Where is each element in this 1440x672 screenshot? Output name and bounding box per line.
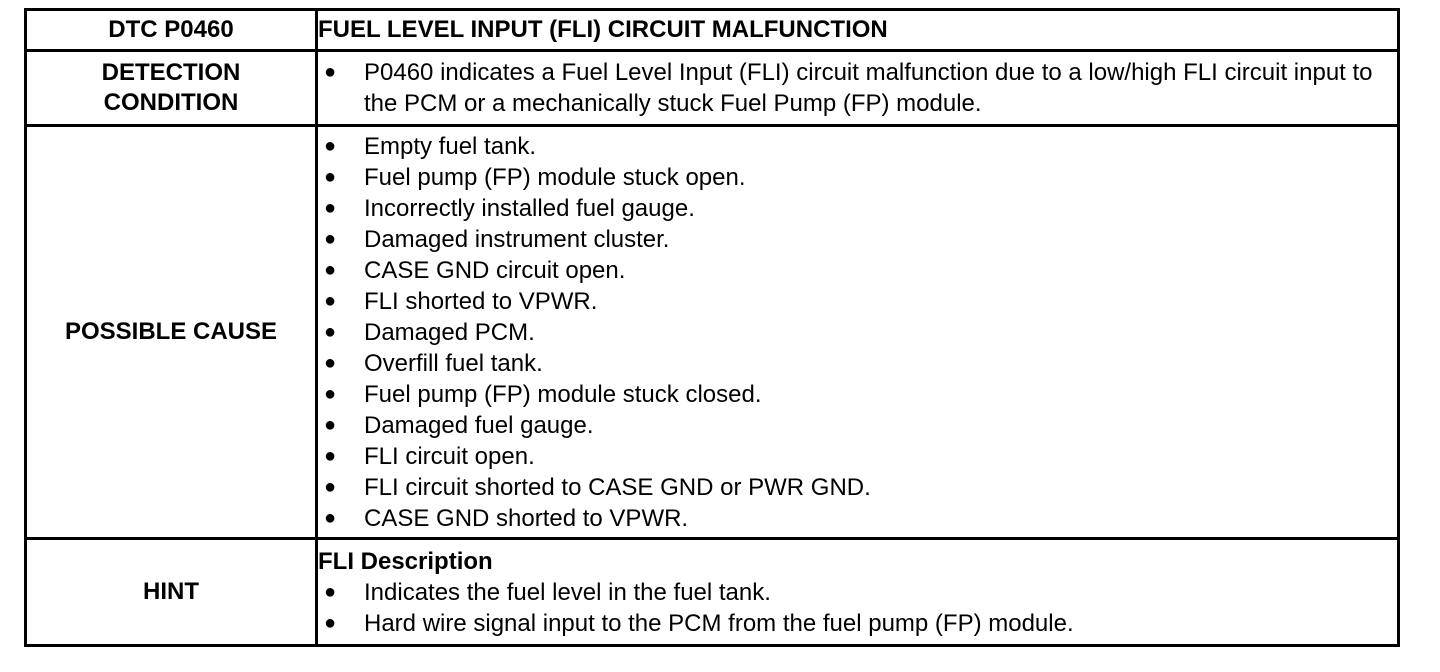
- bullet-icon: ●: [324, 351, 337, 374]
- bullet-icon: ●: [324, 61, 337, 83]
- list-item: [318, 286, 1397, 317]
- cause-text: FLI circuit shorted to CASE GND or PWR GND.: [364, 473, 871, 501]
- hint-text: Hard wire signal input to the PCM from the fuel pump (FP) module.: [364, 609, 1074, 637]
- list-item: [318, 224, 1397, 255]
- possible-cause-row: [26, 126, 1399, 539]
- cause-text: Empty fuel tank.: [364, 132, 537, 160]
- bullet-icon: ●: [324, 506, 337, 529]
- possible-cause-label: POSSIBLE CAUSE: [26, 126, 317, 539]
- bullet-icon: ●: [324, 413, 337, 436]
- list-item: [318, 410, 1397, 441]
- cause-text: FLI shorted to VPWR.: [364, 287, 598, 315]
- cause-text: Damaged instrument cluster.: [364, 225, 670, 253]
- list-item: [318, 57, 1397, 119]
- list-item: [318, 379, 1397, 410]
- cause-text: Overfill fuel tank.: [364, 349, 543, 377]
- cause-text: Fuel pump (FP) module stuck open.: [364, 163, 746, 191]
- detection-list: [318, 57, 1397, 119]
- bullet-icon: ●: [324, 289, 337, 312]
- hint-list: [318, 577, 1397, 639]
- list-item: [318, 503, 1397, 534]
- dtc-title: FUEL LEVEL INPUT (FLI) CIRCUIT MALFUNCTION: [317, 10, 1399, 51]
- list-item: [318, 255, 1397, 286]
- cause-text: Fuel pump (FP) module stuck closed.: [364, 380, 762, 408]
- detection-content: [317, 51, 1399, 126]
- list-item: [318, 472, 1397, 503]
- detection-label-line2: CONDITION: [103, 89, 239, 116]
- dtc-table: [24, 8, 1400, 647]
- bullet-icon: ●: [324, 444, 337, 467]
- bullet-icon: ●: [324, 258, 337, 281]
- bullet-icon: ●: [324, 227, 337, 250]
- list-item: [318, 131, 1397, 162]
- bullet-icon: ●: [324, 382, 337, 405]
- cause-text: Incorrectly installed fuel gauge.: [364, 194, 695, 222]
- detection-row: [26, 51, 1399, 126]
- possible-cause-content: [317, 126, 1399, 539]
- possible-cause-list: [318, 131, 1397, 534]
- hint-row: [26, 539, 1399, 646]
- list-item: [318, 441, 1397, 472]
- bullet-icon: ●: [324, 134, 337, 157]
- list-item: [318, 577, 1397, 608]
- hint-text: Indicates the fuel level in the fuel tank.: [364, 578, 771, 606]
- bullet-icon: ●: [324, 611, 337, 634]
- bullet-icon: ●: [324, 196, 337, 219]
- detection-label-line1: DETECTION: [101, 59, 241, 86]
- list-item: [318, 162, 1397, 193]
- detection-label: [26, 51, 317, 126]
- cause-text: CASE GND shorted to VPWR.: [364, 504, 689, 532]
- detection-text: P0460 indicates a Fuel Level Input (FLI) circuit malfunction due to a low/high FLI circuit input to the PCM or a mechanically stuck Fuel Pump (FP) module.: [364, 59, 1373, 117]
- bullet-icon: ●: [324, 580, 337, 603]
- header-row: [26, 10, 1399, 51]
- bullet-icon: ●: [324, 320, 337, 343]
- hint-content: [317, 539, 1399, 646]
- list-item: [318, 608, 1397, 639]
- cause-text: Damaged PCM.: [364, 318, 535, 346]
- bullet-icon: ●: [324, 475, 337, 498]
- bullet-icon: ●: [324, 165, 337, 188]
- list-item: [318, 348, 1397, 379]
- cause-text: CASE GND circuit open.: [364, 256, 626, 284]
- list-item: [318, 193, 1397, 224]
- hint-subtitle: FLI Description: [318, 547, 493, 575]
- cause-text: Damaged fuel gauge.: [364, 411, 594, 439]
- cause-text: FLI circuit open.: [364, 442, 535, 470]
- dtc-code: DTC P0460: [26, 10, 317, 51]
- list-item: [318, 317, 1397, 348]
- hint-label: HINT: [26, 539, 317, 646]
